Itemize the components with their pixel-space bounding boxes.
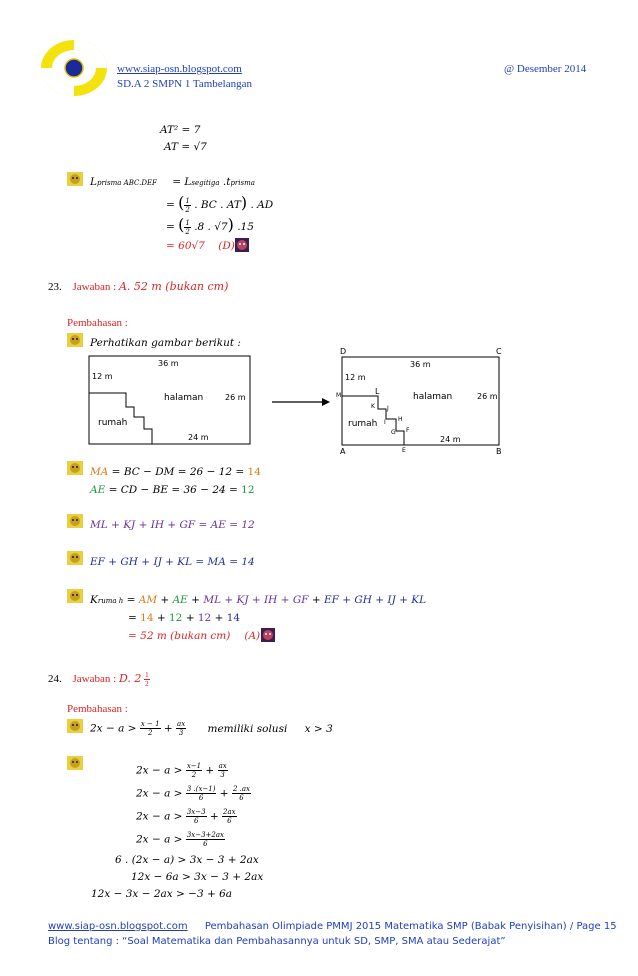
eq-krumah-result: = 52 m (bukan cm) (A) — [128, 630, 261, 642]
d2-left: 12 m — [345, 373, 366, 382]
lprisma-result: = 60√7 (D) — [166, 240, 235, 252]
q24-answer: D. 2 — [118, 672, 142, 686]
smiley-icon — [67, 333, 83, 352]
lprisma-line: Lprisma ABC.DEF = Lsegitiga .tprisma — [90, 176, 255, 188]
q24-step1: 2x − a > $\frac{x-1}{2}$ + $\frac{ax}{3}$ — [136, 762, 227, 779]
emoji-icon — [261, 628, 275, 647]
header-website-link[interactable]: www.siap-osn.blogspot.com — [117, 63, 242, 75]
d2-F: F — [406, 427, 410, 434]
arrow-right-icon — [272, 394, 330, 412]
d1-bottom-label: 24 m — [188, 433, 209, 442]
q24-step4: 2x − a > $\frac{3x-3+2ax}{6}$ — [136, 831, 224, 848]
lprisma-step2: = ( $\frac{1}{2}$ .8 . √7) .15 — [166, 215, 254, 236]
d2-right: 26 m — [477, 392, 498, 401]
eq-krumah: Kruma h = AM + AE + ML + KJ + IH + GF + EF + GH + IJ + KL — [90, 594, 427, 606]
d1-halaman-label: halaman — [164, 393, 204, 403]
q23-answer: A. 52 m (bukan cm) — [118, 280, 229, 293]
d2-E: E — [402, 447, 406, 454]
d2-top: 36 m — [410, 360, 431, 369]
eq-ma: MA = BC − DM = 26 − 12 = 14 — [90, 466, 261, 478]
q23-pembahasan: Pembahasan : — [67, 317, 128, 329]
smiley-icon — [67, 461, 83, 480]
d1-rumah-label: rumah — [98, 418, 128, 428]
q24-step3: 2x − a > $\frac{3x-3}{6}$ + $\frac{2ax}{6}$ — [136, 808, 236, 825]
footer-site-link[interactable]: www.siap-osn.blogspot.com — [48, 921, 188, 932]
d2-I: I — [384, 419, 386, 426]
d1-right-label: 26 m — [225, 393, 246, 402]
eq-ae: AE = CD − BE = 36 − 24 = 12 — [90, 484, 255, 496]
d2-C: C — [496, 347, 502, 356]
header-school: SD.A 2 SMPN 1 Tambelangan — [117, 78, 253, 90]
d2-rumah: rumah — [348, 419, 378, 429]
d2-M: M — [336, 392, 342, 399]
eq-ml: ML + KJ + IH + GF = AE = 12 — [90, 519, 255, 531]
q24-number: 24. — [48, 673, 62, 686]
d2-bottom: 24 m — [440, 435, 461, 444]
d1-left-label: 12 m — [92, 372, 113, 381]
smiley-icon — [67, 551, 83, 570]
d2-B: B — [496, 447, 502, 456]
q24-step6: 12x − 6a > 3x − 3 + 2ax — [131, 871, 264, 883]
q24-step5: 6 . (2x − a) > 3x − 3 + 2ax — [115, 854, 259, 866]
d2-halaman: halaman — [413, 392, 453, 402]
d1-top-label: 36 m — [158, 359, 179, 368]
q24-answer-label: Jawaban : — [72, 673, 119, 686]
diagram-1 — [88, 355, 251, 445]
d2-H: H — [398, 416, 403, 423]
d2-L: L — [375, 387, 380, 396]
emoji-icon — [235, 238, 249, 257]
d2-G: G — [391, 429, 396, 436]
smiley-icon — [67, 756, 83, 775]
q24-pembahasan: Pembahasan : — [67, 703, 128, 715]
q24-intro: 2x − a > $\frac{x - 1}{2}$ + $\frac{ax}{3}$ memiliki solusi x > 3 — [90, 720, 333, 737]
q23-perhatikan: Perhatikan gambar berikut : — [90, 337, 241, 349]
header-date: @ Desember 2014 — [504, 63, 587, 75]
d2-A: A — [340, 447, 346, 456]
eq-at-squared: AT² = 7 — [160, 124, 201, 136]
d2-K: K — [371, 403, 375, 410]
d2-D: D — [340, 347, 347, 356]
eq-at: AT = √7 — [164, 141, 207, 153]
q24-step7: 12x − 3x − 2ax > −3 + 6a — [91, 888, 233, 900]
diagram-2 — [336, 347, 506, 457]
lprisma-step1: = ( $\frac{1}{2}$ . BC . AT) . AD — [166, 193, 274, 214]
smiley-icon — [67, 719, 83, 738]
smiley-icon — [67, 514, 83, 533]
smiley-icon — [67, 172, 83, 191]
footer-page: Page 15 — [576, 921, 617, 932]
d2-J: J — [387, 405, 389, 412]
q23-answer-label: Jawaban : — [72, 281, 119, 293]
eq-ef: EF + GH + IJ + KL = MA = 14 — [90, 556, 255, 568]
smiley-icon — [67, 589, 83, 608]
footer-title: Pembahasan Olimpiade PMMJ 2015 Matematika SMP (Babak Penyisihan) — [204, 921, 567, 932]
eq-krumah-values: = 14 + 12 + 12 + 14 — [128, 612, 241, 624]
logo — [38, 38, 110, 98]
q24-answer-fraction: $\frac{1}{2}$ — [145, 671, 149, 688]
q23-number: 23. — [48, 281, 62, 293]
footer-blog: Blog tentang : “Soal Matematika dan Pembahasannya untuk SD, SMP, SMA atau Sederajat” — [48, 936, 506, 947]
q24-step2: 2x − a > $\frac{3 .(x-1)}{6}$ + $\frac{2 .ax}{6}$ — [136, 785, 250, 802]
footer-line-1: www.siap-osn.blogspot.com Pembahasan Olimpiade PMMJ 2015 Matematika SMP (Babak Penyisihan) / Page 15 — [48, 921, 617, 932]
